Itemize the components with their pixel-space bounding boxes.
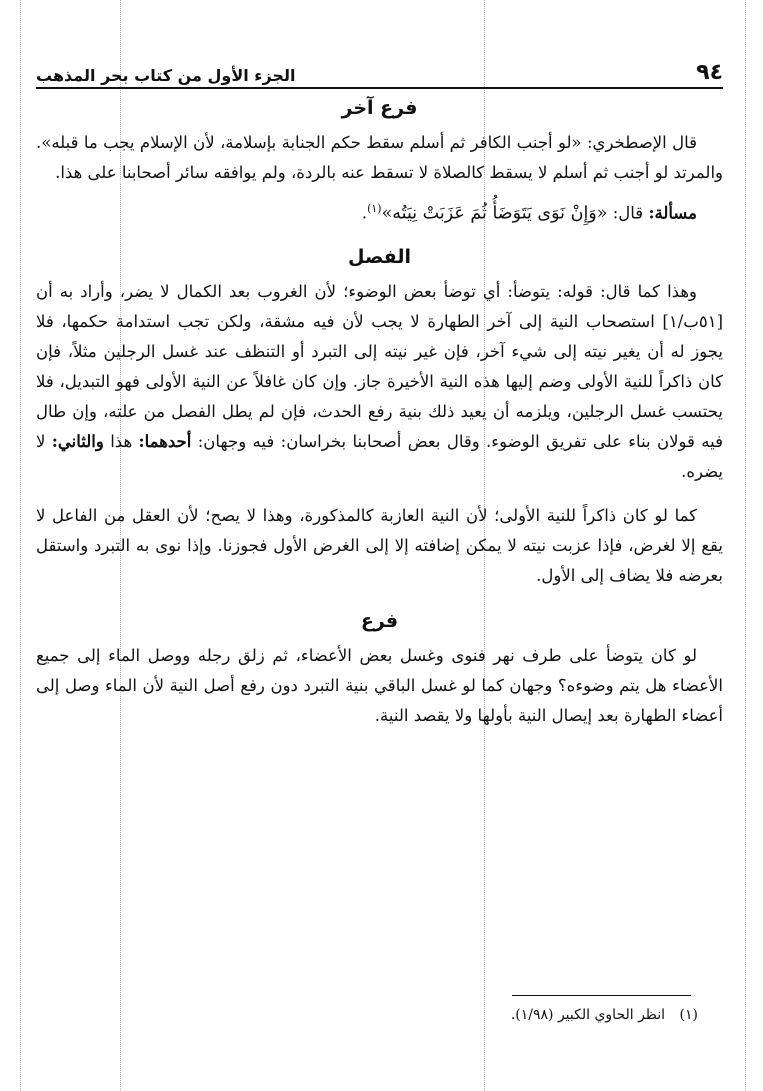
first-opinion-text: هذا [110,431,133,451]
quoted-text: «وَإِنْ نَوَى يَتَوَضَأُ ثُمَ عَزَبَتْ نِيَتُه» [381,203,608,224]
section-heading-fasl: الفصل [347,245,411,268]
page-body [36,92,723,731]
scan-artifact-line [745,0,746,1091]
page-header [36,50,723,84]
section-heading-far-akhar: فرع آخر [341,97,418,119]
second-opinion-label: والثاني: [51,431,104,451]
paragraph-istakhri: قال الإصطخري: «لو أجنب الكافر ثم أسلم سقط حكم الجنابة بإسلامة، لأن الإسلام يجب ما قبله». والمرتد لو أجنب ثم أسلم لا يسقط كالصلاة لا تسقط عنه بالردة، ولم يوافقه سائر أصحابنا على هذا. [36,133,723,182]
running-title: الجزء الأول من كتاب بحر المذهب [36,66,296,85]
first-opinion-label: أحدهما: [138,431,192,451]
page-number: ٩٤ [696,60,723,85]
footnote-number: (١) [679,1007,698,1023]
footnote-reference: (١) [367,202,382,215]
masala-line: مسألة: قال: «وَإِنْ نَوَى يَتَوَضَأُ ثُمَ عَزَبَتْ نِيَتُه»$^{(١)}$. [361,202,697,224]
header-divider [36,87,723,89]
paragraph-fasl [36,277,723,487]
paragraph-fasl-text: وهذا كما قال: قوله: يتوضأ: أي توضأ بعض الوضوء؛ لأن الغروب بعد الكمال لا يضر، وأراد به أن [٥١ب/١] استصحاب النية إلى آخر الطهارة لا يجب لأن فيه مشقة، ولكن تجب استدامة حكمها، فلا يجوز له أن يغير نيته إلى شيء آخر، فإن غير نيته إلى التبرد أو التنظف عند غسل الرجلين مثلاً، فإن كان ذاكراً للنية الأولى وضم إليها هذه النية الأخيرة جاز. وإن كان غافلاً عن النية الأولى فهو التبديل، فلا يحتسب غسل الرجلين، ويلزمه أن يعيد ذلك بنية رفع الحدث، فإن لم يطل الفصل من علته، وإن طال فيه قولان بناء على تفريق الوضوء. وقال بعض أصحابنا بخراسان: فيه وجهان: [36,281,724,451]
masala-label: مسألة: [648,203,697,223]
paragraph-dhakir: كما لو كان ذاكراً للنية الأولى؛ لأن النية العازبة كالمذكورة، وهذا لا يصح؛ لأن العقل من الفاعل لا يقع إلا لغرض، فإذا عزبت نيته لا يمكن إضافته إلا إلى الغرض الأول فجوزنا. وإذا نوى به التبرد واستقل بعرضه فلا يضاف إلى الأول. [36,505,723,585]
footnote-divider [512,995,691,996]
second-opinion-text: لا يضره. [36,431,723,481]
section-heading-far: فرع [360,609,399,632]
footnote [36,1005,698,1025]
masala-intro: قال: [612,203,644,223]
footnote-text: انظر الحاوي الكبير (١/٩٨). [510,1007,666,1023]
scan-artifact-line [20,0,21,1091]
paragraph-nahr: لو كان يتوضأ على طرف نهر فنوى وغسل بعض الأعضاء، ثم زلق رجله ووصل الماء إلى جميع الأعضاء هل يتم وضوءه؟ وجهان كما لو غسل الباقي بنية التبرد دون رفع أصل النية لأن الماء وصل إلى أعضاء الطهارة بعد إيصال النية بأولها ولا يقصد النية. [36,645,723,725]
